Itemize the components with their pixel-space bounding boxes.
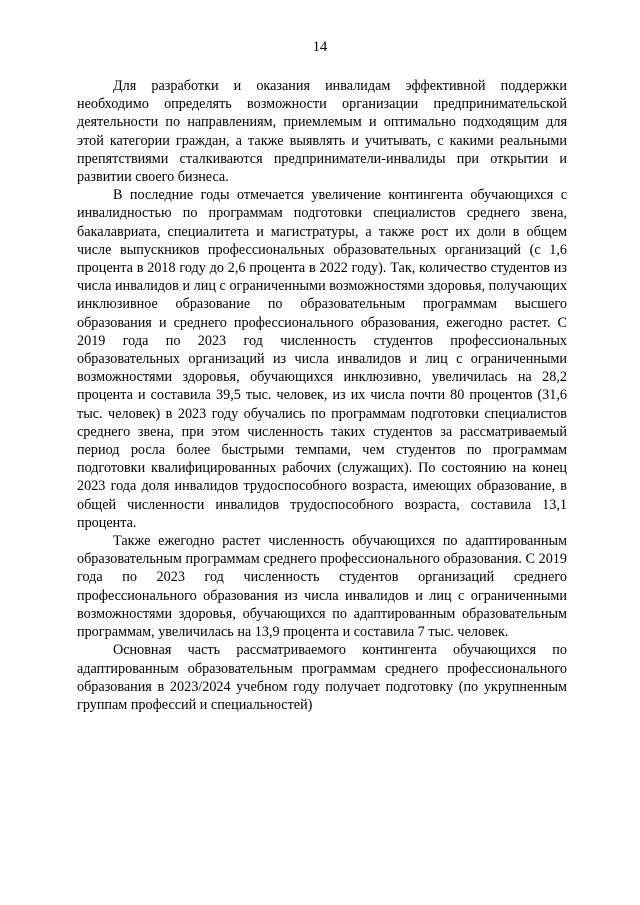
page-number: 14 [312,39,328,55]
paragraph: Также ежегодно растет численность обучающихся по адаптированным образовательным программам среднего профессионального образования. С 2019 года по 2023 год численность студентов организаций среднего профессионального образования из числа инвалидов и лиц с ограниченными возможностями здоровья, обучающихся по адаптированным образовательным программам, увеличилась на 13,9 процента и составила 7 тыс. человек. [77,533,567,641]
paragraph: В последние годы отмечается увеличение контингента обучающихся с инвалидностью по программам подготовки специалистов среднего звена, бакалавриата, специалитета и магистратуры, а также рост их доли в общем числе выпускников профессиональных образовательных организаций (с 1,6 процента в 2018 году до 2,6 процента в 2022 году). Так, количество студентов из числа инвалидов и лиц с ограниченными возможностями здоровья, получающих инклюзивное образование по образовательным программам высшего образования и среднего профессионального образования, ежегодно растет. С 2019 года по 2023 год численность студентов профессиональных образовательных организаций из числа инвалидов и лиц с ограниченными возможностями здоровья, обучающихся инклюзивно, увеличилась на 28,2 процента и составила 39,5 тыс. человек, из их числа почти 80 процентов (31,6 тыс. человек) в 2023 году обучались по программам подготовки специалистов среднего звена, при этом численность таких студентов за рассматриваемый период росла более быстрыми темпами, чем студентов по программам подготовки квалифицированных рабочих (служащих). По состоянию на конец 2023 года доля инвалидов трудоспособного возраста, имеющих образование, в общей численности инвалидов трудоспособного возраста, составила 13,1 процента. [77,187,567,531]
paragraph: Основная часть рассматриваемого контингента обучающихся по адаптированным образовательным программам среднего профессионального образования в 2023/2024 учебном году получает подготовку (по укрупненным группам профессий и специальностей) [77,642,567,713]
body-text [77,77,567,714]
paragraph: Для разработки и оказания инвалидам эффективной поддержки необходимо определять возможности организации предпринимательской деятельности по направлениям, приемлемым и оптимально подходящим для этой категории граждан, а также выявлять и учитывать, с какими реальными препятствиями сталкиваются предприниматели-инвалиды при открытии и развитии своего бизнеса. [77,78,567,186]
